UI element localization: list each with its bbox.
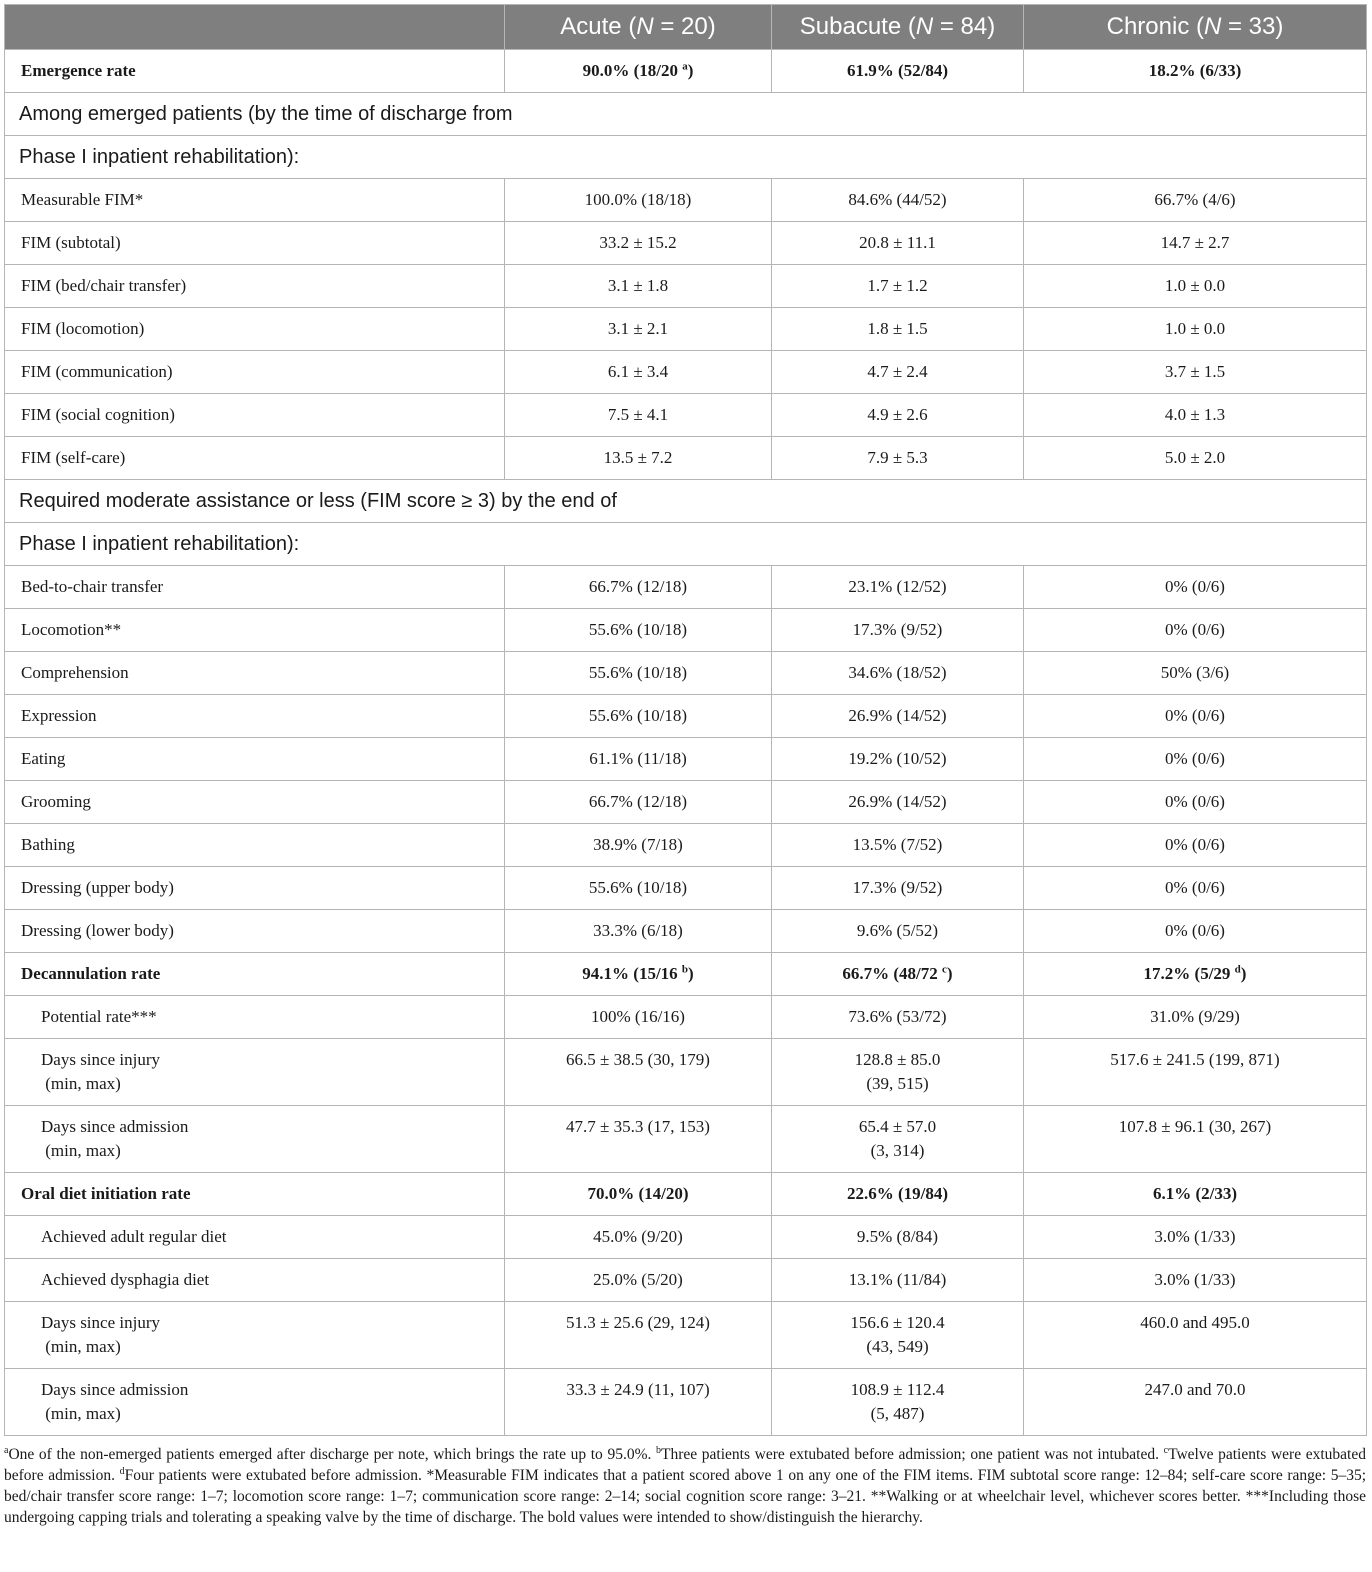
cell-subacute: 128.8 ± 85.0 (39, 515) <box>772 1039 1024 1106</box>
table-row <box>5 437 1367 480</box>
decannulation-row <box>5 953 1367 996</box>
footnote-mark: d <box>119 1465 125 1477</box>
cell-subacute: 7.9 ± 5.3 <box>772 437 1024 480</box>
row-label: Oral diet initiation rate <box>5 1173 505 1216</box>
cell-acute: 70.0% (14/20) <box>505 1173 772 1216</box>
oral-days-injury-row <box>5 1302 1367 1369</box>
cell-chronic: 1.0 ± 0.0 <box>1024 308 1367 351</box>
table-row <box>5 222 1367 265</box>
cell-acute: 66.5 ± 38.5 (30, 179) <box>505 1039 772 1106</box>
cell-acute: 100.0% (18/18) <box>505 179 772 222</box>
cell-chronic: 3.7 ± 1.5 <box>1024 351 1367 394</box>
section-heading: Phase I inpatient rehabilitation): <box>5 136 1367 179</box>
cell-subacute: 22.6% (19/84) <box>772 1173 1024 1216</box>
cell-chronic: 66.7% (4/6) <box>1024 179 1367 222</box>
cell-acute: 51.3 ± 25.6 (29, 124) <box>505 1302 772 1369</box>
table-row <box>5 609 1367 652</box>
section-heading: Required moderate assistance or less (FIM score ≥ 3) by the end of <box>5 480 1367 523</box>
cell-subacute: 13.5% (7/52) <box>772 824 1024 867</box>
row-label: FIM (self-care) <box>5 437 505 480</box>
table-row <box>5 652 1367 695</box>
decannulation-days-admission-row <box>5 1106 1367 1173</box>
row-label: Eating <box>5 738 505 781</box>
cell-acute: 3.1 ± 2.1 <box>505 308 772 351</box>
footnote-mark: b <box>656 1444 662 1456</box>
cell-chronic: 50% (3/6) <box>1024 652 1367 695</box>
section-heading: Among emerged patients (by the time of discharge from <box>5 93 1367 136</box>
footnote-mark: a <box>4 1444 9 1456</box>
cell-subacute: 4.9 ± 2.6 <box>772 394 1024 437</box>
row-label: Days since injury (min, max) <box>5 1039 505 1106</box>
row-label: Achieved adult regular diet <box>5 1216 505 1259</box>
row-label: Measurable FIM* <box>5 179 505 222</box>
cell-acute: 7.5 ± 4.1 <box>505 394 772 437</box>
table-row <box>5 695 1367 738</box>
cell-acute: 33.2 ± 15.2 <box>505 222 772 265</box>
cell-acute: 45.0% (9/20) <box>505 1216 772 1259</box>
emergence-row <box>5 50 1367 93</box>
cell-acute: 94.1% (15/16 $^b$) <box>505 953 772 996</box>
cell-subacute: 17.3% (9/52) <box>772 609 1024 652</box>
cell-chronic: 0% (0/6) <box>1024 738 1367 781</box>
cell-acute: 38.9% (7/18) <box>505 824 772 867</box>
table-row <box>5 824 1367 867</box>
table-row <box>5 738 1367 781</box>
cell-acute: 13.5 ± 7.2 <box>505 437 772 480</box>
cell-acute: 100% (16/16) <box>505 996 772 1039</box>
row-label: Expression <box>5 695 505 738</box>
results-table <box>4 4 1367 1436</box>
header-blank <box>5 5 505 50</box>
table-row <box>5 566 1367 609</box>
cell-acute: 25.0% (5/20) <box>505 1259 772 1302</box>
section-heading: Phase I inpatient rehabilitation): <box>5 523 1367 566</box>
cell-subacute: 26.9% (14/52) <box>772 695 1024 738</box>
cell-acute: 3.1 ± 1.8 <box>505 265 772 308</box>
cell-subacute: 73.6% (53/72) <box>772 996 1024 1039</box>
header-chronic: Chronic (N = 33) <box>1024 5 1367 50</box>
cell-chronic: 14.7 ± 2.7 <box>1024 222 1367 265</box>
row-label: Locomotion** <box>5 609 505 652</box>
row-label: FIM (bed/chair transfer) <box>5 265 505 308</box>
cell-chronic: 107.8 ± 96.1 (30, 267) <box>1024 1106 1367 1173</box>
cell-subacute: 66.7% (48/72 $^c$) <box>772 953 1024 996</box>
oral-days-admission-row <box>5 1369 1367 1436</box>
table-row <box>5 910 1367 953</box>
row-label: Bed-to-chair transfer <box>5 566 505 609</box>
section-heading-row <box>5 136 1367 179</box>
section-heading-row <box>5 480 1367 523</box>
section-heading-row <box>5 523 1367 566</box>
footnote-d: Four patients were extubated before admission. <box>124 1467 427 1484</box>
cell-chronic: 17.2% (5/29 $^d$) <box>1024 953 1367 996</box>
row-label: Potential rate*** <box>5 996 505 1039</box>
row-label: Days since injury (min, max) <box>5 1302 505 1369</box>
cell-subacute: 9.6% (5/52) <box>772 910 1024 953</box>
cell-chronic: 0% (0/6) <box>1024 910 1367 953</box>
table-row <box>5 308 1367 351</box>
table-container <box>4 4 1366 1528</box>
cell-subacute: 13.1% (11/84) <box>772 1259 1024 1302</box>
row-label: Bathing <box>5 824 505 867</box>
row-label: Grooming <box>5 781 505 824</box>
cell-acute: 61.1% (11/18) <box>505 738 772 781</box>
cell-chronic: 517.6 ± 241.5 (199, 871) <box>1024 1039 1367 1106</box>
table-row <box>5 867 1367 910</box>
table-row <box>5 265 1367 308</box>
cell-chronic: 3.0% (1/33) <box>1024 1216 1367 1259</box>
cell-subacute: 1.7 ± 1.2 <box>772 265 1024 308</box>
cell-chronic: 0% (0/6) <box>1024 824 1367 867</box>
decannulation-days-injury-row <box>5 1039 1367 1106</box>
row-label: Emergence rate <box>5 50 505 93</box>
cell-subacute: 17.3% (9/52) <box>772 867 1024 910</box>
cell-acute: 33.3% (6/18) <box>505 910 772 953</box>
row-label: Achieved dysphagia diet <box>5 1259 505 1302</box>
cell-subacute: 20.8 ± 11.1 <box>772 222 1024 265</box>
cell-acute: 55.6% (10/18) <box>505 609 772 652</box>
cell-chronic: 0% (0/6) <box>1024 566 1367 609</box>
table-row <box>5 351 1367 394</box>
table-row <box>5 179 1367 222</box>
row-label: Dressing (upper body) <box>5 867 505 910</box>
table-row <box>5 781 1367 824</box>
cell-chronic: 1.0 ± 0.0 <box>1024 265 1367 308</box>
cell-subacute: 9.5% (8/84) <box>772 1216 1024 1259</box>
table-footnotes <box>4 1444 1366 1528</box>
potential-rate-row <box>5 996 1367 1039</box>
header-acute: Acute (N = 20) <box>505 5 772 50</box>
cell-chronic: 4.0 ± 1.3 <box>1024 394 1367 437</box>
cell-acute: 55.6% (10/18) <box>505 695 772 738</box>
row-label: Days since admission (min, max) <box>5 1106 505 1173</box>
cell-chronic: 460.0 and 495.0 <box>1024 1302 1367 1369</box>
cell-subacute: 4.7 ± 2.4 <box>772 351 1024 394</box>
row-label: FIM (social cognition) <box>5 394 505 437</box>
cell-chronic: 0% (0/6) <box>1024 695 1367 738</box>
header-subacute: Subacute (N = 84) <box>772 5 1024 50</box>
table-row <box>5 394 1367 437</box>
cell-acute: 66.7% (12/18) <box>505 781 772 824</box>
section-heading-row <box>5 93 1367 136</box>
dysphagia-diet-row <box>5 1259 1367 1302</box>
cell-subacute: 65.4 ± 57.0 (3, 314) <box>772 1106 1024 1173</box>
row-label: Days since admission (min, max) <box>5 1369 505 1436</box>
cell-chronic: 0% (0/6) <box>1024 867 1367 910</box>
cell-chronic: 0% (0/6) <box>1024 609 1367 652</box>
cell-acute: 66.7% (12/18) <box>505 566 772 609</box>
footnote-a: One of the non-emerged patients emerged after discharge per note, which brings the rate up to 95.0%. <box>8 1446 657 1463</box>
cell-subacute: 84.6% (44/52) <box>772 179 1024 222</box>
cell-subacute: 26.9% (14/52) <box>772 781 1024 824</box>
cell-acute: 6.1 ± 3.4 <box>505 351 772 394</box>
cell-chronic: 247.0 and 70.0 <box>1024 1369 1367 1436</box>
footnote-mark: c <box>1163 1444 1169 1456</box>
footnote-b: Three patients were extubated before admission; one patient was not intubated. <box>661 1446 1164 1463</box>
row-label: Dressing (lower body) <box>5 910 505 953</box>
header-row <box>5 5 1367 50</box>
row-label: FIM (locomotion) <box>5 308 505 351</box>
cell-chronic: 3.0% (1/33) <box>1024 1259 1367 1302</box>
cell-chronic: 31.0% (9/29) <box>1024 996 1367 1039</box>
cell-chronic: 6.1% (2/33) <box>1024 1173 1367 1216</box>
row-label: FIM (communication) <box>5 351 505 394</box>
cell-chronic: 18.2% (6/33) <box>1024 50 1367 93</box>
cell-acute: 90.0% (18/20 $^a$) <box>505 50 772 93</box>
cell-subacute: 61.9% (52/84) <box>772 50 1024 93</box>
cell-acute: 47.7 ± 35.3 (17, 153) <box>505 1106 772 1173</box>
row-label: Decannulation rate <box>5 953 505 996</box>
row-label: FIM (subtotal) <box>5 222 505 265</box>
footnote-c: Twelve patients were extubated before admission. <box>4 1446 1366 1484</box>
cell-subacute: 19.2% (10/52) <box>772 738 1024 781</box>
row-label: Comprehension <box>5 652 505 695</box>
cell-acute: 55.6% (10/18) <box>505 867 772 910</box>
cell-subacute: 23.1% (12/52) <box>772 566 1024 609</box>
footnote-stars: *Measurable FIM indicates that a patient scored above 1 on any one of the FIM items. FIM subtotal score range: 12–84; self-care score range: 5–35; bed/chair transfer score range: 1–7; locomotion score range: 1–7; communication score range: 2–14; social cognition score range: 3–21. **Walking or at wheelchair level, whichever scores better. ***Including those undergoing capping trials and tolerating a speaking valve by the time of discharge. The bold values were intended to show/distinguish the hierarchy. <box>4 1467 1366 1526</box>
oral-diet-row <box>5 1173 1367 1216</box>
regular-diet-row <box>5 1216 1367 1259</box>
cell-subacute: 156.6 ± 120.4 (43, 549) <box>772 1302 1024 1369</box>
cell-chronic: 5.0 ± 2.0 <box>1024 437 1367 480</box>
cell-acute: 55.6% (10/18) <box>505 652 772 695</box>
cell-acute: 33.3 ± 24.9 (11, 107) <box>505 1369 772 1436</box>
cell-chronic: 0% (0/6) <box>1024 781 1367 824</box>
cell-subacute: 1.8 ± 1.5 <box>772 308 1024 351</box>
cell-subacute: 108.9 ± 112.4 (5, 487) <box>772 1369 1024 1436</box>
cell-subacute: 34.6% (18/52) <box>772 652 1024 695</box>
